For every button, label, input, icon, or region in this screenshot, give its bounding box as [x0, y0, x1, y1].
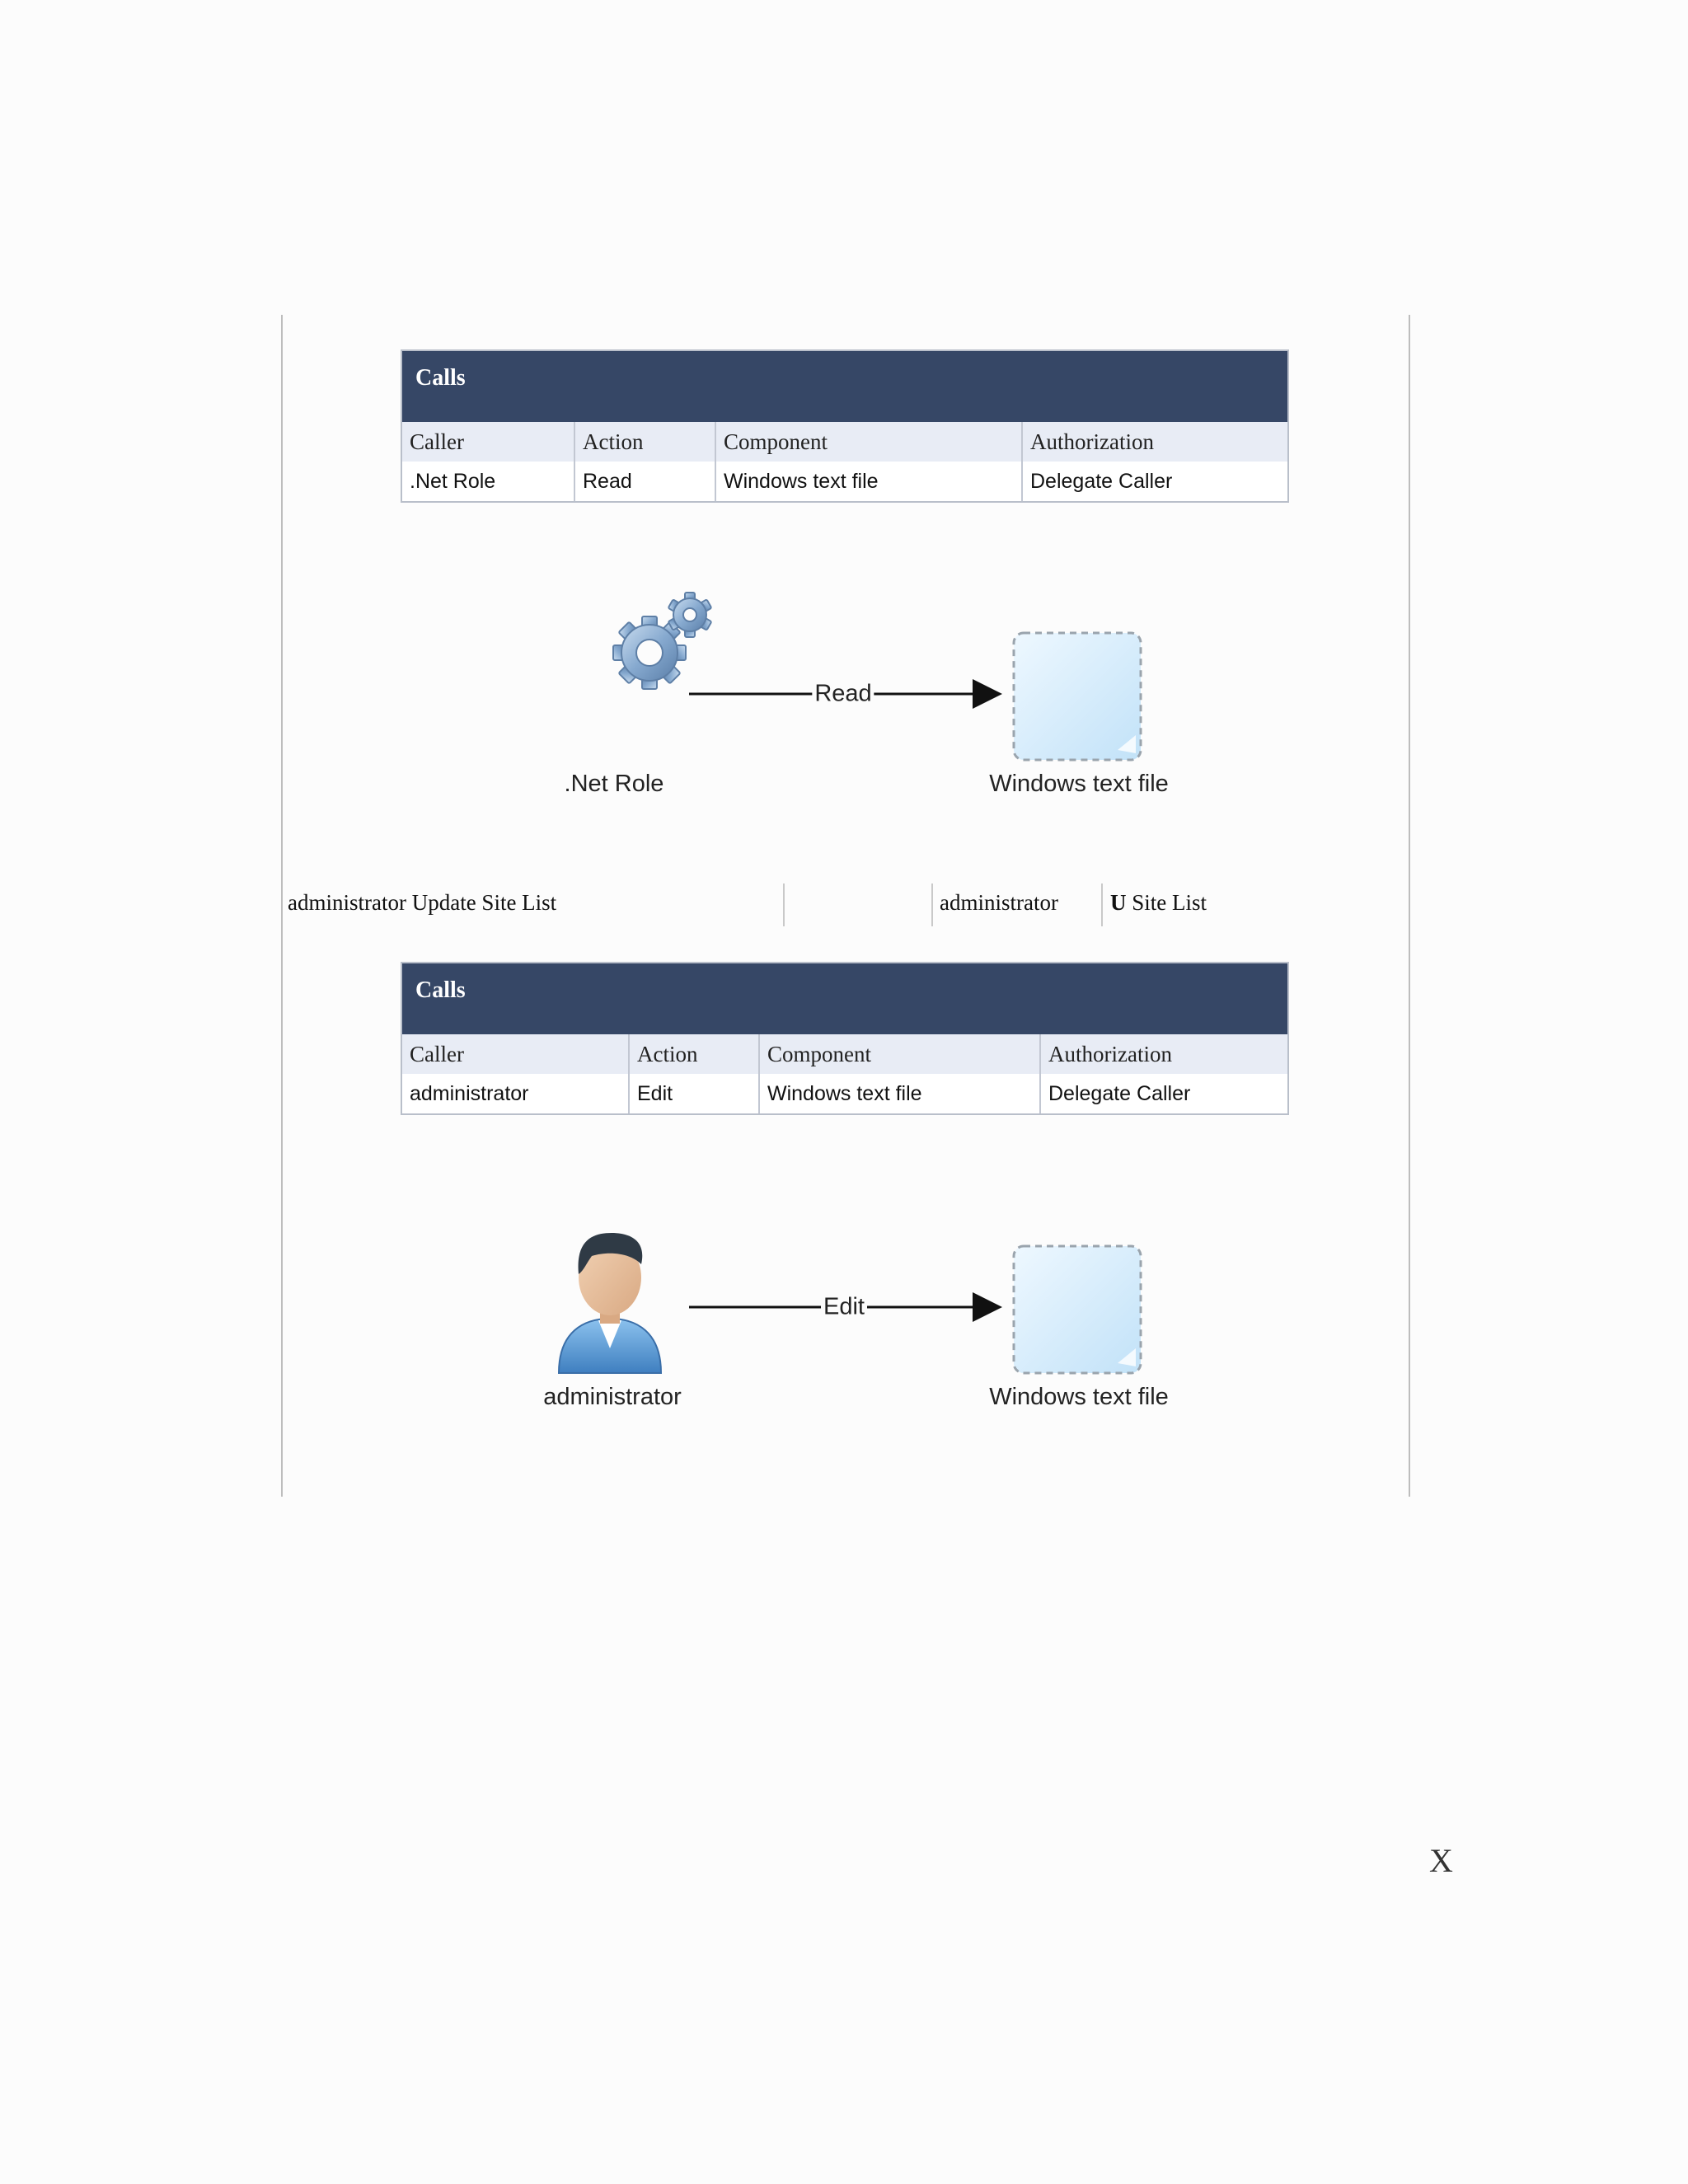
cell-action: Edit [628, 1074, 758, 1113]
component-box-icon [1014, 633, 1141, 760]
col-header-authorization: Authorization [1021, 422, 1287, 462]
col-header-action: Action [574, 422, 715, 462]
fragment-divider [783, 883, 785, 926]
col-header-component: Component [758, 1034, 1039, 1074]
table-row [402, 462, 1287, 501]
fragment-right-bold: U [1110, 890, 1127, 915]
col-header-authorization: Authorization [1039, 1034, 1287, 1074]
edge-label: Read [812, 681, 874, 708]
page-mark: X [1429, 1842, 1453, 1879]
page-rule-left [281, 315, 283, 1497]
cell-component: Windows text file [715, 462, 1021, 501]
table-row [402, 1074, 1287, 1113]
col-header-component: Component [715, 422, 1021, 462]
table-title: Calls [402, 963, 1287, 1034]
cell-caller: administrator [410, 1082, 529, 1105]
fragment-divider [1101, 883, 1103, 926]
fragment-mid-text: administrator [940, 890, 1058, 915]
calls-table-2 [401, 962, 1289, 1115]
cell-authorization: Delegate Caller [1039, 1074, 1287, 1113]
call-diagram-1 [401, 544, 1289, 857]
gears-icon [613, 593, 711, 689]
table-header-row [402, 1034, 1287, 1074]
fragment-right-rest: Site List [1126, 890, 1207, 915]
fragment-right-text [1110, 890, 1207, 916]
cell-caller: .Net Role [410, 470, 496, 493]
table-title: Calls [402, 351, 1287, 422]
source-label: administrator [543, 1384, 682, 1410]
page-rule-right [1409, 315, 1410, 1497]
calls-table-1 [401, 349, 1289, 503]
target-label: Windows text file [989, 1384, 1169, 1410]
fragment-divider [931, 883, 933, 926]
target-label: Windows text file [989, 771, 1169, 797]
component-box-icon [1014, 1246, 1141, 1373]
source-label: .Net Role [564, 771, 664, 797]
col-header-action: Action [628, 1034, 758, 1074]
table-header-row [402, 422, 1287, 462]
call-diagram-2 [401, 1157, 1289, 1470]
fragment-left-text: administrator Update Site List [288, 890, 557, 915]
col-header-caller: Caller [410, 1042, 464, 1066]
cell-authorization: Delegate Caller [1021, 462, 1287, 501]
edge-label: Edit [821, 1294, 867, 1321]
cell-component: Windows text file [758, 1074, 1039, 1113]
cell-action: Read [574, 462, 715, 501]
user-icon [559, 1233, 661, 1373]
col-header-caller: Caller [410, 429, 464, 454]
